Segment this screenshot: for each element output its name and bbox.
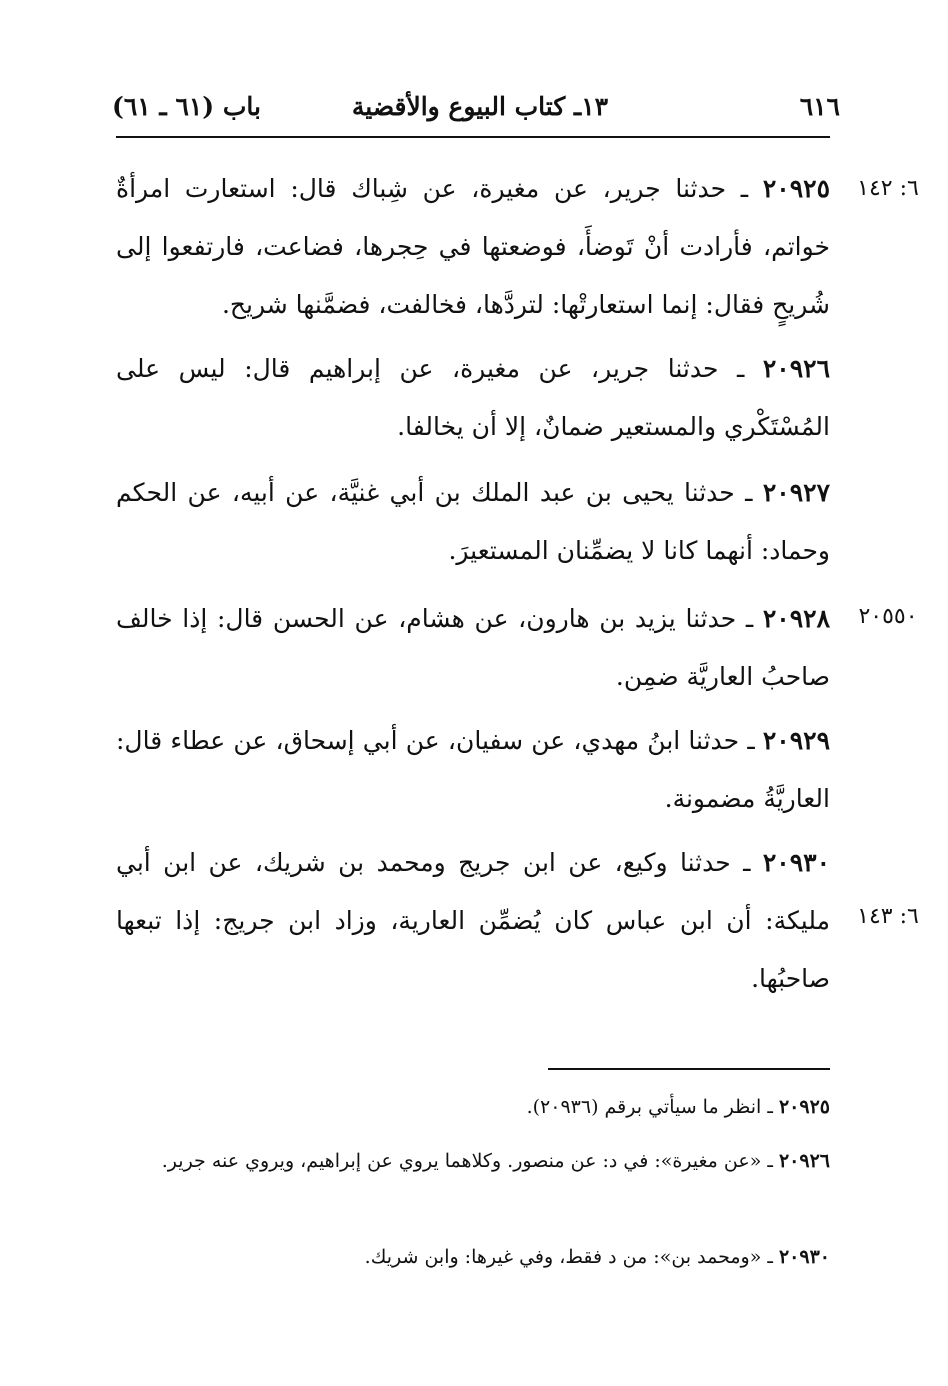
hadith-number: ٢٠٩٣٠	[762, 848, 830, 877]
footnote-text: ـ «ومحمد بن»: من د فقط، وفي غيرها: وابن شريك.	[364, 1246, 779, 1268]
hadith-text: ـ حدثنا يزيد بن هارون، عن هشام، عن الحسن قال: إذا خالف صاحبُ العاريَّة ضمِن.	[116, 604, 830, 691]
hadith-number: ٢٠٩٢٧	[762, 478, 830, 507]
footnote-text: ـ «عن مغيرة»: في د: عن منصور. وكلاهما يروي عن إبراهيم، ويروي عنه جرير.	[161, 1150, 779, 1172]
margin-reference: ٢٠٥٥٠	[858, 604, 918, 629]
footnote-text: ـ انظر ما سيأتي برقم (٢٠٩٣٦).	[526, 1096, 779, 1118]
hadith-text: ـ حدثنا يحيى بن عبد الملك بن أبي غنيَّة، عن أبيه، عن الحكم وحماد: أنهما كانا لا يضمِّنان المستعيرَ.	[116, 478, 830, 565]
footnote	[116, 1084, 830, 1130]
hadith-text: ـ حدثنا جرير، عن مغيرة، عن إبراهيم قال: ليس على المُسْتَكْري والمستعير ضمانٌ، إلا أن يخالفا.	[116, 354, 830, 441]
footnote-number: ٢٠٩٢٥	[778, 1096, 830, 1118]
hadith-number: ٢٠٩٢٩	[762, 726, 830, 755]
section-title: باب (٦١ ـ ٦١)	[112, 92, 261, 121]
hadith-entry	[116, 712, 830, 828]
hadith-entry	[116, 340, 830, 456]
hadith-text: ـ حدثنا جرير، عن مغيرة، عن شِباك قال: استعارت امرأةٌ خواتم، فأرادت أنْ تَوضأَ، فوضعتها في حِجرها، فضاعت، فارتفعوا إلى شُريحٍ فقال: إنما استعارتْها: لتردَّها، فخالفت، فضمَّنها شريح.	[116, 174, 830, 319]
hadith-text: ـ حدثنا وكيع، عن ابن جريج ومحمد بن شريك، عن ابن أبي مليكة: أن ابن عباس كان يُضمِّن العارية، وزاد ابن جريج: إذا تبعها صاحبُها.	[116, 848, 830, 993]
footnote	[116, 1138, 830, 1184]
hadith-entry	[116, 834, 830, 1008]
hadith-entry	[116, 464, 830, 580]
hadith-text: ـ حدثنا ابنُ مهدي، عن سفيان، عن أبي إسحاق، عن عطاء قال: العاريَّةُ مضمونة.	[116, 726, 830, 813]
margin-reference: ٦: ١٤٢	[857, 176, 919, 201]
header-rule	[116, 136, 830, 138]
hadith-entry	[116, 590, 830, 706]
footnote-number: ٢٠٩٢٦	[778, 1150, 830, 1172]
footnote-divider	[548, 1068, 830, 1070]
hadith-number: ٢٠٩٢٦	[762, 354, 830, 383]
hadith-entry	[116, 160, 830, 334]
page-number: ٦١٦	[799, 92, 840, 121]
footnote	[116, 1234, 830, 1280]
hadith-number: ٢٠٩٢٨	[762, 604, 830, 633]
margin-reference: ٦: ١٤٣	[857, 904, 919, 929]
footnote-number: ٢٠٩٣٠	[778, 1246, 830, 1268]
hadith-number: ٢٠٩٢٥	[762, 174, 830, 203]
chapter-title: ١٣ـ كتاب البيوع والأقضية	[351, 92, 609, 121]
